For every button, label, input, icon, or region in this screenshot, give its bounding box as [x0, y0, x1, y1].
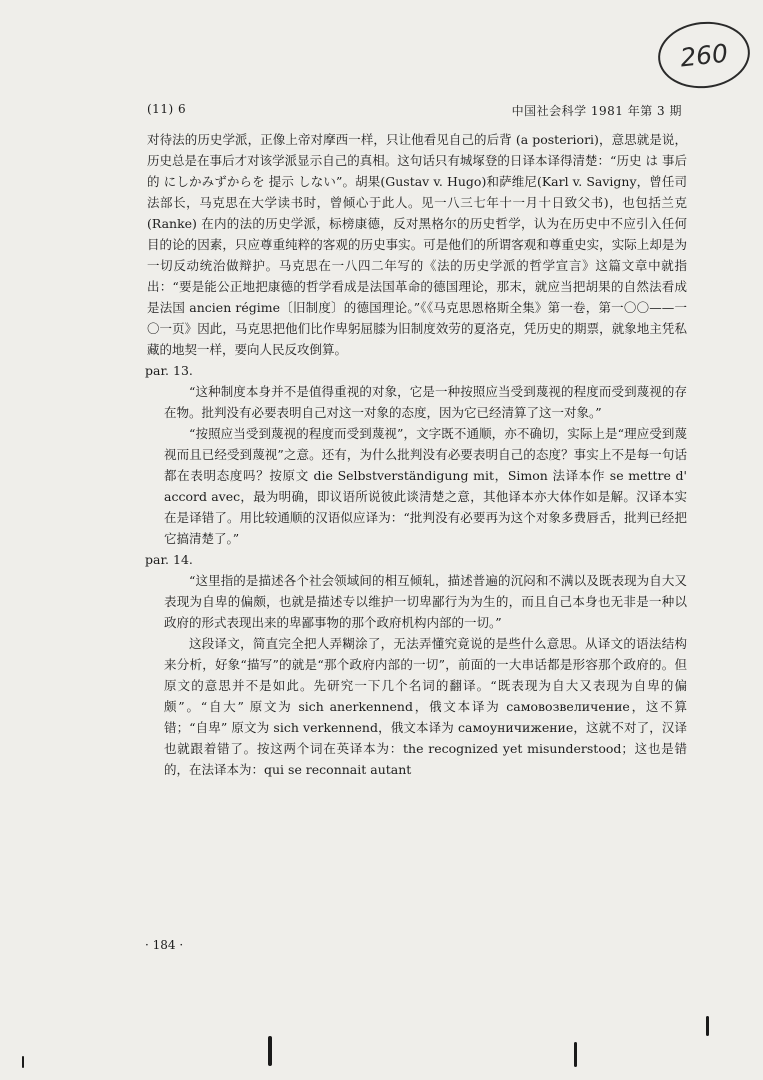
quoted-passage: “这里指的是描述各个社会领域间的相互倾轧，描述普遍的沉闷和不满以及既表现为自大又表现为自卑的偏颇，也就是描述专以维护一切卑鄙行为为生的，而且自己本身也无非是一种以政府的形式表现出来的卑鄙事物的那个政府机构内部的一切。” — [164, 573, 687, 630]
stamp-number: 260 — [678, 38, 730, 72]
scan-mark — [574, 1042, 577, 1067]
paragraph-marker: par. 14. — [145, 552, 193, 567]
running-header — [147, 102, 682, 124]
paragraph-marker: par. 13. — [145, 363, 193, 378]
header-journal-title: 中国社会科学 1981 年第 3 期 — [511, 104, 682, 118]
scan-mark — [268, 1036, 272, 1066]
quoted-passage: “这种制度本身并不是值得重视的对象，它是一种按照应当受到蔑视的程度而受到蔑视的存在物。批判没有必要表明自己对这一对象的态度，因为它已经清算了这一对象。” — [164, 384, 687, 420]
scan-mark — [22, 1056, 24, 1068]
article-body — [147, 129, 687, 780]
archive-stamp — [655, 17, 753, 92]
header-issue-page: (11) 6 — [147, 102, 187, 116]
page-number: · 184 · — [145, 938, 184, 952]
scan-mark — [706, 1016, 709, 1036]
commentary-paragraph: 这段译文，简直完全把人弄糊涂了，无法弄懂究竟说的是些什么意思。从译文的语法结构来分析，好象“描写”的就是“那个政府内部的一切”，前面的一大串话都是形容那个政府的。但原文的意思并不是如此。先研究一下几个名词的翻译。“既表现为自大又表现为自卑的偏颇”。“自大” 原文为 sich anerkennend，俄文本译为 самовозвеличение，这不算错；“自卑” 原文为 sich verkennend，俄文本译为 самоуничижение，这就不对了，汉译也就跟着错了。按这两个词在英译本为：the recognized yet misunderstood；这也是错的，在法译本为：qui se reconnait autant — [164, 636, 687, 777]
commentary-paragraph: “按照应当受到蔑视的程度而受到蔑视”，文字既不通顺，亦不确切，实际上是“理应受到蔑视而且已经受到蔑视”之意。还有，为什么批判没有必要表明自己的态度？事实上不是每一句话都在表明态度吗？按原文 die Selbstverständigung mit，Simon 法译本作 se mettre d' accord avec，最为明确，即议语所说彼此谈清楚之意，其他译本亦大体作如是解。汉译本实在是译错了。用比较通顺的汉语似应译为：“批判没有必要再为这个对象多费唇舌，批判已经把它搞清楚了。” — [164, 426, 687, 546]
paragraph: 对待法的历史学派，正像上帝对摩西一样，只让他看见自己的后背 (a posteriori)，意思就是说，历史总是在事后才对该学派显示自己的真相。这句话只有城塚登的日译本译得清楚：“历史 は 事后的 にしかみずからを 提示 しない”。胡果(Gustav v. Hugo)和萨维尼(Karl v. Savigny，曾任司法部长，马克思在大学读书时，曾倾心于此人。见一八三七年十一月十日致父书)，也包括兰克 (Ranke) 在内的法的历史学派，标榜康德，反对黑格尔的历史哲学，认为在历史中不应引入任何目的论的因素，只应尊重纯粹的客观的历史事实。可是他们的所谓客观和尊重史实，实际上却是为一切反动统治做辩护。马克思在一八四二年写的《法的历史学派的哲学宣言》这篇文章中就指出：“要是能公正地把康德的哲学看成是法国革命的德国理论，那末，就应当把胡果的自然法看成是法国 ancien régime〔旧制度〕的德国理论。”《《马克思恩格斯全集》第一卷，第一〇〇——一〇一页》因此，马克思把他们比作卑躬屈膝为旧制度效劳的夏洛克，凭历史的期票，就象地主凭私藏的地契一样，要向人民反攻倒算。 — [147, 132, 687, 357]
